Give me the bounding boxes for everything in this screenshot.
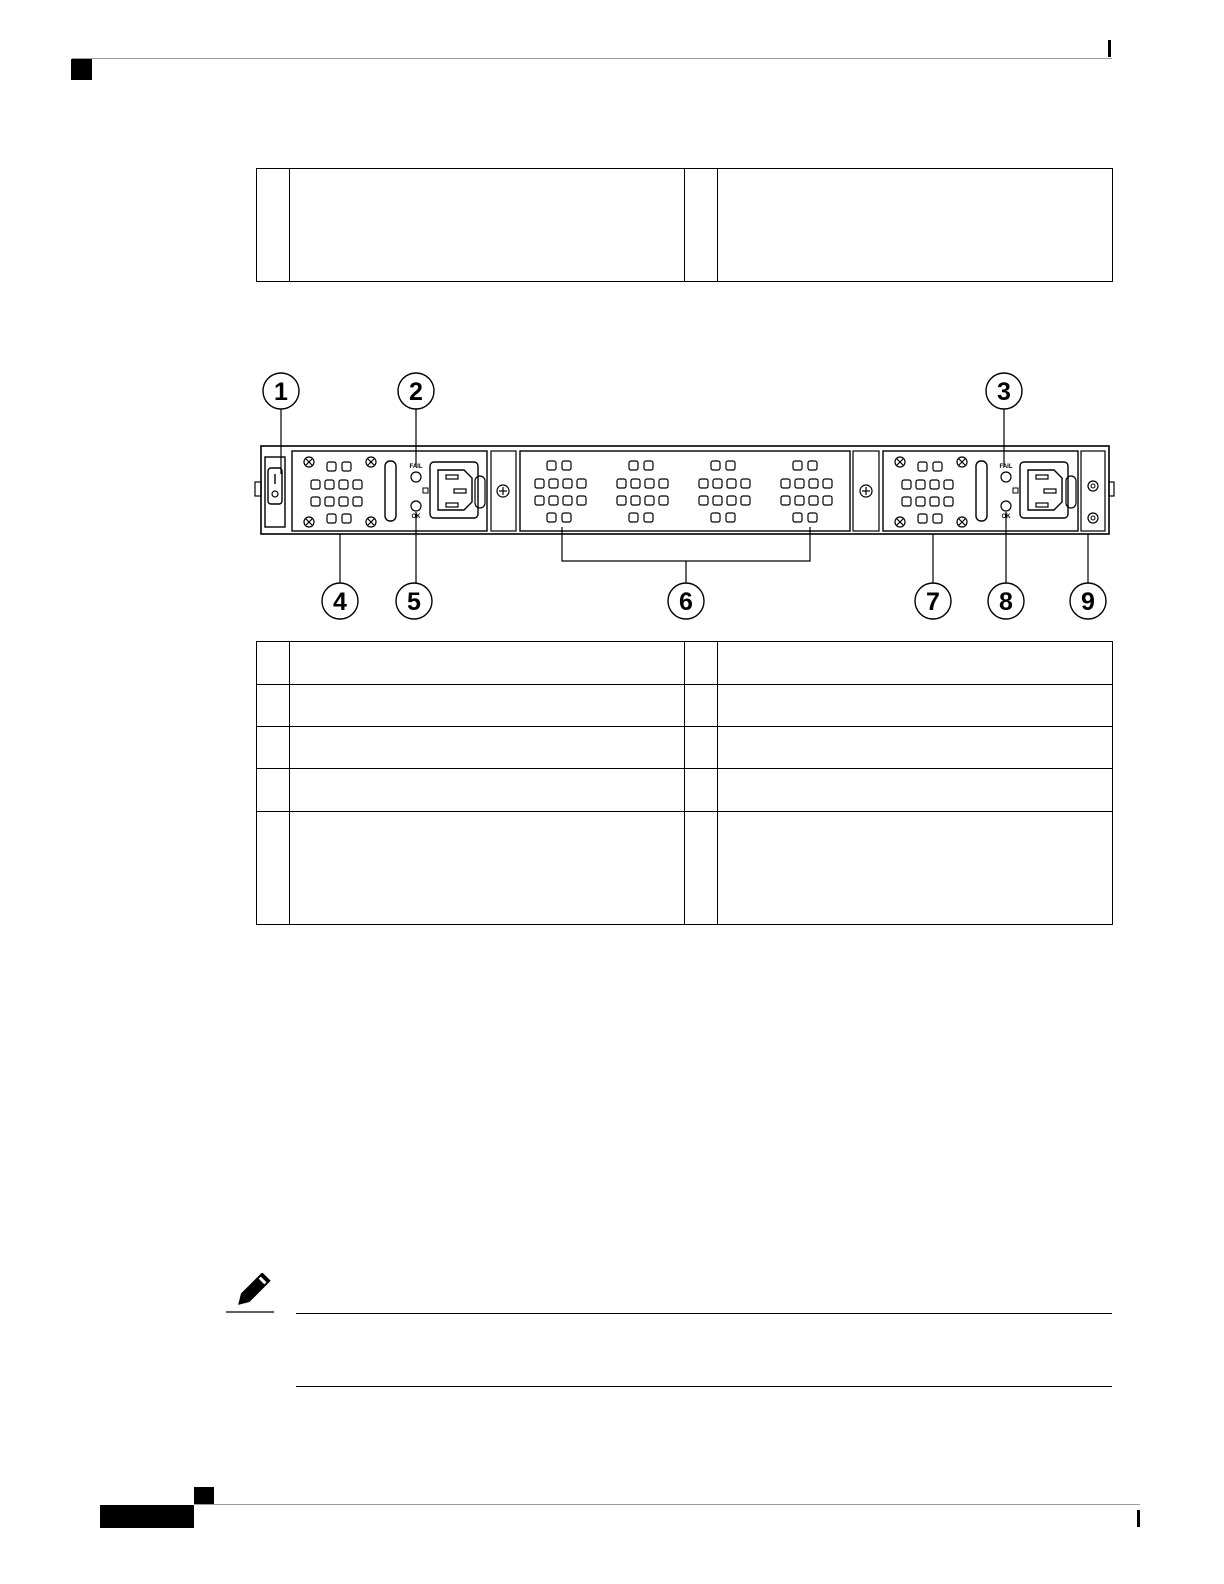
footer-rule <box>194 1504 1140 1505</box>
callout-table <box>256 641 1113 925</box>
table-row <box>257 727 1113 769</box>
table-cell <box>290 769 685 812</box>
top-table <box>256 168 1113 282</box>
power-supply-1 <box>292 451 487 531</box>
fail-led-1 <box>411 472 421 482</box>
table-cell <box>290 812 685 925</box>
table-row <box>257 642 1113 685</box>
callout-number: 6 <box>679 588 693 616</box>
table-cell <box>685 642 718 685</box>
table-cell <box>257 169 290 282</box>
table-cell <box>718 727 1113 769</box>
table-cell <box>718 642 1113 685</box>
table-cell <box>290 685 685 727</box>
footer-page-tab <box>100 1505 194 1528</box>
header-right-tick <box>1108 40 1111 57</box>
callout-number: 7 <box>926 588 940 616</box>
callout-number: 1 <box>274 378 288 406</box>
rear-panel-figure <box>0 360 1224 640</box>
table-cell <box>290 642 685 685</box>
table-cell <box>685 685 718 727</box>
header-rule <box>72 58 1112 59</box>
table-cell <box>685 169 718 282</box>
table-cell <box>290 727 685 769</box>
pencil-note-icon <box>226 1273 276 1313</box>
fan-tray <box>520 451 850 531</box>
ok-label: OK <box>411 514 421 520</box>
table-cell <box>257 812 290 925</box>
fail-label: FAIL <box>999 464 1013 470</box>
note-top-rule <box>296 1313 1112 1314</box>
table-cell <box>718 169 1113 282</box>
note-bottom-rule <box>296 1386 1112 1387</box>
callout-number: 3 <box>997 378 1011 406</box>
table-cell <box>257 642 290 685</box>
table-cell <box>257 685 290 727</box>
callout-number: 2 <box>409 378 423 406</box>
callout-number: 8 <box>999 588 1013 616</box>
table-cell <box>257 727 290 769</box>
table-row <box>257 812 1113 925</box>
table-cell <box>718 769 1113 812</box>
header-corner-marker <box>71 59 92 80</box>
table-cell <box>290 169 685 282</box>
table-row <box>257 169 1113 282</box>
fail-label: FAIL <box>409 464 423 470</box>
footer-right-tick <box>1137 1510 1140 1527</box>
table-row <box>257 685 1113 727</box>
ok-led-1 <box>411 501 421 511</box>
table-cell <box>685 812 718 925</box>
ok-label: OK <box>1001 514 1011 520</box>
callout-number: 5 <box>407 588 421 616</box>
table-cell <box>718 812 1113 925</box>
table-cell <box>685 727 718 769</box>
table-cell <box>257 769 290 812</box>
callout-number: 9 <box>1081 588 1095 616</box>
table-cell <box>718 685 1113 727</box>
table-row <box>257 769 1113 812</box>
callout-number: 4 <box>333 588 347 616</box>
ok-led-2 <box>1001 501 1011 511</box>
table-cell <box>685 769 718 812</box>
footer-tab-marker <box>194 1487 214 1504</box>
power-supply-2 <box>883 451 1078 531</box>
fail-led-2 <box>1001 472 1011 482</box>
